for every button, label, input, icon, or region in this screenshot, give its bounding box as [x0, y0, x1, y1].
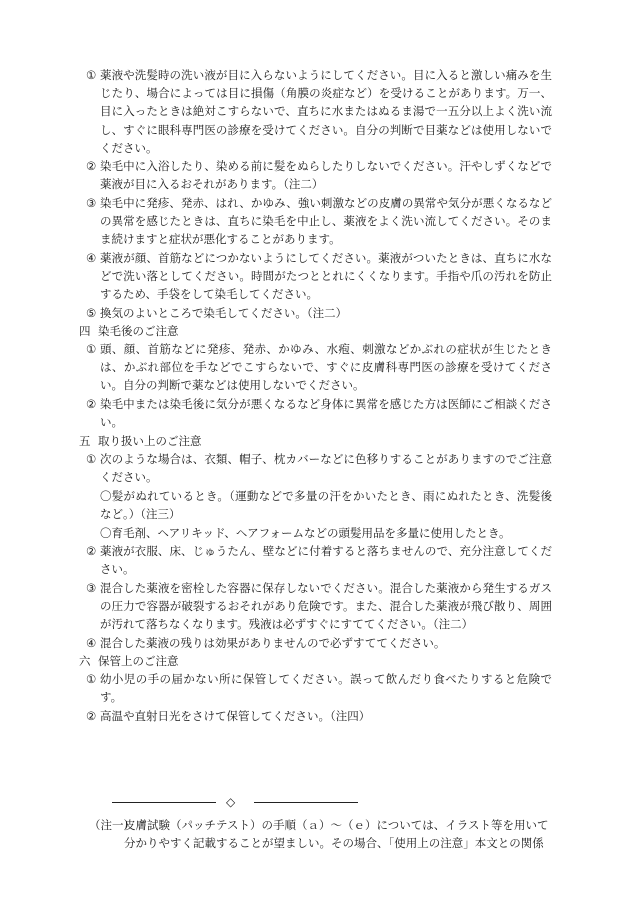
section-number: 六 [79, 654, 91, 668]
section-number: 四 [79, 324, 91, 338]
precautions-list [0, 66, 630, 725]
list-item [0, 66, 552, 157]
item-text: 薬液や洗髪時の洗い液が目に入らないようにしてください。目に入ると激しい痛みを生じたり、場合によっては目に損傷（角膜の炎症など）を受けることがあります。万一、目に入ったときは絶対こすらないで、直ちに水またはぬるま湯で一五分以上よく洗い流し、すぐに眼科専門医の診療を受けてください。自分の判断で目薬などは使用しないでください。 [100, 68, 552, 155]
list-item [0, 707, 552, 725]
section-divider [0, 796, 630, 808]
item-number: ① [86, 452, 97, 466]
list-item [0, 304, 552, 322]
item-number: ① [86, 68, 97, 82]
section-heading [0, 322, 630, 340]
item-text: 幼小児の手の届かない所に保管してください。誤って飲んだり食べたりすると危険です。 [100, 672, 552, 705]
section-heading [0, 432, 630, 450]
list-item [0, 634, 552, 652]
list-item [0, 670, 552, 707]
list-item [0, 157, 552, 194]
item-text: 染毛中に発疹、発赤、はれ、かゆみ、強い刺激などの皮膚の異常や気分が悪くなるなどの異常を感じたときは、直ちに染毛を中止し、薬液をよく洗い流してください。そのまま続けますと症状が悪化することがあります。 [100, 196, 552, 247]
item-number: ④ [86, 251, 97, 265]
sub-item: 〇髪がぬれているとき。（運動などで多量の汗をかいたとき、雨にぬれたとき、洗髪後など。）（注三） [100, 489, 552, 522]
item-text: 薬液が衣服、床、じゅうたん、壁などに付着すると落ちませんので、充分注意してください。 [100, 544, 552, 577]
section-title: 染毛後のご注意 [98, 324, 179, 338]
item-number: ② [86, 544, 97, 558]
section-number: 五 [79, 434, 91, 448]
item-text: 頭、顔、首筋などに発疹、発赤、かゆみ、水疱、刺激などかぶれの症状が生じたときは、かぶれ部位を手などでこすらないで、すぐに皮膚科専門医の診療を受けてください。自分の判断で薬などは使用しないでください。 [100, 342, 552, 393]
sub-item: 〇育毛剤、ヘアリキッド、ヘアフォームなどの頭髪用品を多量に使用したとき。 [100, 526, 511, 540]
item-text: 高温や直射日光をさけて保管してください。（注四） [100, 709, 371, 723]
item-text: 混合した薬液を密栓した容器に保存しないでください。混合した薬液から発生するガスの圧力で容器が破裂するおそれがあり危険です。また、混合した薬液が飛び散り、周囲が汚れて落ちなくなります。残液は必ずすぐにすててください。（注二） [100, 581, 552, 632]
item-number: ③ [86, 196, 97, 210]
item-number: ③ [86, 581, 97, 595]
item-number: ① [86, 672, 97, 686]
item-number: ② [86, 709, 97, 723]
divider-line-left [112, 802, 216, 803]
item-number: ② [86, 397, 97, 411]
list-item [0, 249, 552, 304]
list-item [0, 194, 552, 249]
item-text: 混合した薬液の残りは効果がありませんので必ずすててください。 [100, 636, 446, 650]
diamond-icon: ◇ [226, 795, 236, 809]
list-item [0, 542, 552, 579]
section-title: 取り扱い上のご注意 [98, 434, 202, 448]
item-text: 染毛中または染毛後に気分が悪くなるなど身体に異常を感じた方は医師にご相談ください。 [100, 397, 552, 430]
item-number: ⑤ [86, 306, 97, 320]
list-item [0, 395, 552, 432]
item-text: 染毛中に入浴したり、染める前に髪をぬらしたりしないでください。汗やしずくなどで薬液が目に入るおそれがあります。（注二） [100, 159, 552, 192]
section-heading [0, 652, 630, 670]
list-item [0, 579, 552, 634]
footnote [0, 816, 630, 852]
item-text: 次のような場合は、衣類、帽子、枕カバーなどに色移りすることがありますのでご注意ください。 [100, 452, 552, 485]
item-number: ② [86, 159, 97, 173]
divider-line-right [254, 802, 358, 803]
item-text: 換気のよいところで染毛してください。（注二） [100, 306, 348, 320]
item-number: ④ [86, 636, 97, 650]
section-title: 保管上のご注意 [98, 654, 179, 668]
item-number: ① [86, 342, 97, 356]
list-item [0, 340, 552, 395]
footnote-label: （注一） [89, 818, 135, 832]
item-text: 薬液が顔、首筋などにつかないようにしてください。薬液がついたときは、直ちに水などで洗い落としてください。時間がたつととれにくくなります。手指や爪の汚れを防止するため、手袋をして染毛してください。 [100, 251, 552, 302]
list-item [0, 450, 552, 487]
footnote-text: 皮膚試験（パッチテスト）の手順（ａ）～（ｅ）については、イラスト等を用いて分かりやすく記載することが望ましい。その場合、「使用上の注意」本文との関係 [124, 818, 549, 851]
